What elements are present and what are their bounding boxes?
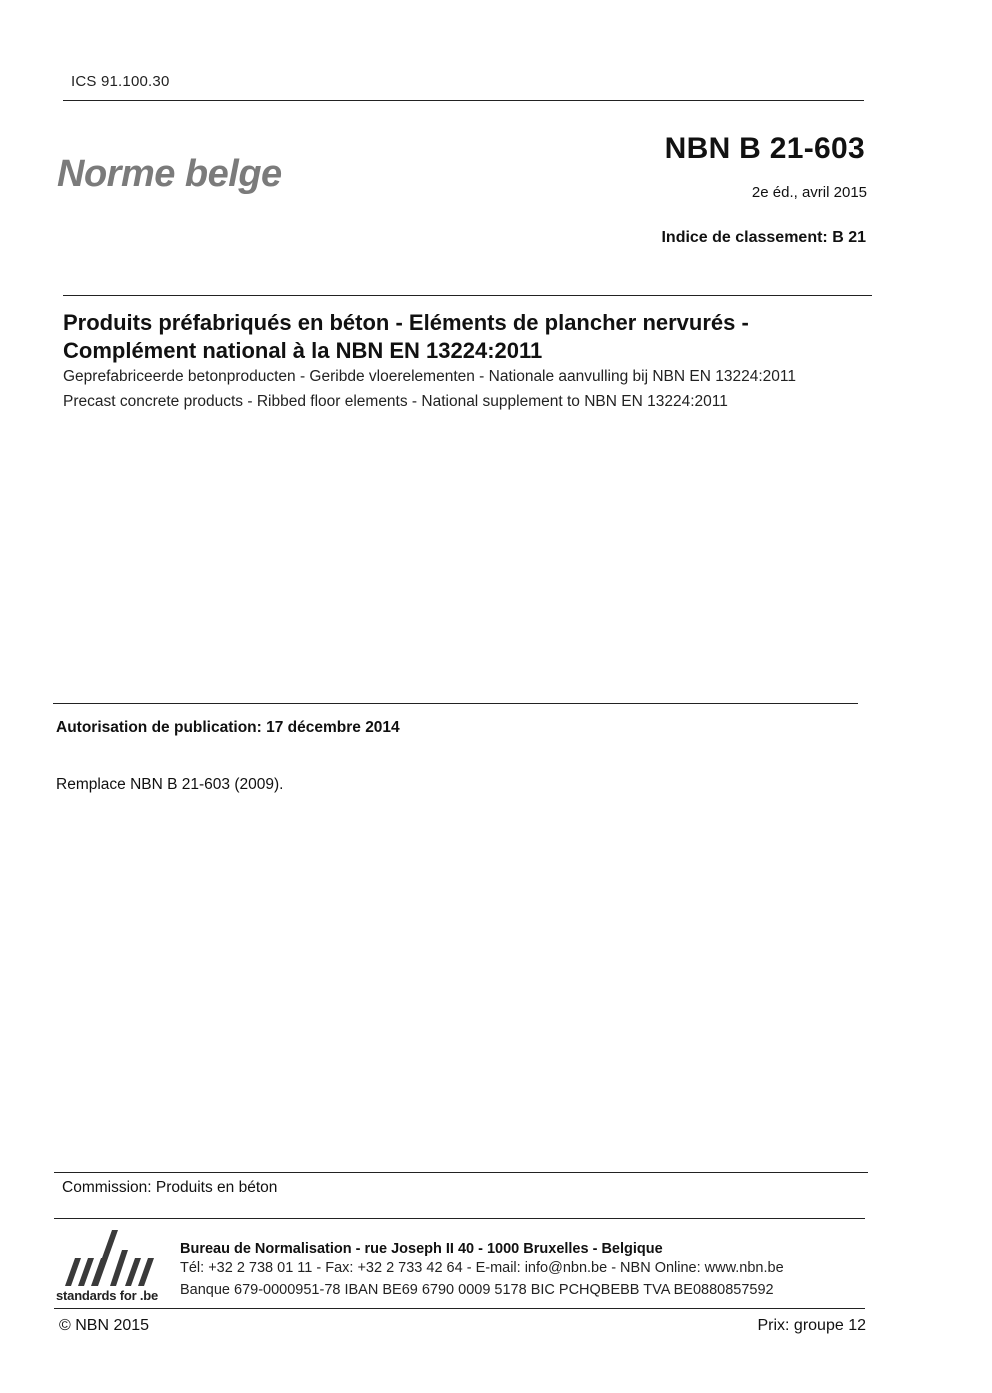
- standard-number: NBN B 21-603: [664, 132, 865, 165]
- commission-top-divider: [54, 1172, 868, 1173]
- address-line-1: Bureau de Normalisation - rue Joseph II 40 - 1000 Bruxelles - Belgique: [180, 1241, 663, 1257]
- title-nl: Geprefabriceerde betonproducten - Geribde vloerelementen - Nationale aanvulling bij NBN EN 13224:2011: [63, 368, 796, 385]
- title-en: Precast concrete products - Ribbed floor elements - National supplement to NBN EN 13224:2011: [63, 393, 728, 410]
- ics-code: ICS 91.100.30: [71, 73, 170, 90]
- publication-divider: [53, 703, 858, 704]
- title-fr-line1: Produits préfabriqués en béton - Eléments de plancher nervurés -: [63, 310, 749, 335]
- logo-tagline: standards for .be: [56, 1288, 159, 1303]
- bank-line: Banque 679-0000951-78 IBAN BE69 6790 0009 5178 BIC PCHQBEBB TVA BE0880857592: [180, 1282, 774, 1298]
- commission-label: Commission: Produits en béton: [62, 1179, 278, 1196]
- nbn-logo-mark: [55, 1228, 165, 1288]
- document-title: [63, 309, 883, 365]
- title-fr-line2: Complément national à la NBN EN 13224:2011: [63, 338, 543, 363]
- price-group: Prix: groupe 12: [757, 1317, 866, 1334]
- contact-line: Tél: +32 2 738 01 11 - Fax: +32 2 733 42 64 - E-mail: info@nbn.be - NBN Online: www.nbn.be: [180, 1260, 784, 1276]
- commission-bottom-divider: [54, 1218, 865, 1219]
- edition-date: 2e éd., avril 2015: [751, 184, 867, 201]
- title-divider: [63, 295, 872, 296]
- classement-index: Indice de classement: B 21: [661, 229, 866, 246]
- footer-divider: [54, 1308, 865, 1309]
- copyright: © NBN 2015: [59, 1317, 150, 1334]
- header-divider: [63, 100, 864, 101]
- publication-authorisation: Autorisation de publication: 17 décembre 2014: [56, 719, 400, 736]
- norme-belge-label: Norme belge: [57, 153, 282, 195]
- replaces-note: Remplace NBN B 21-603 (2009).: [56, 776, 284, 793]
